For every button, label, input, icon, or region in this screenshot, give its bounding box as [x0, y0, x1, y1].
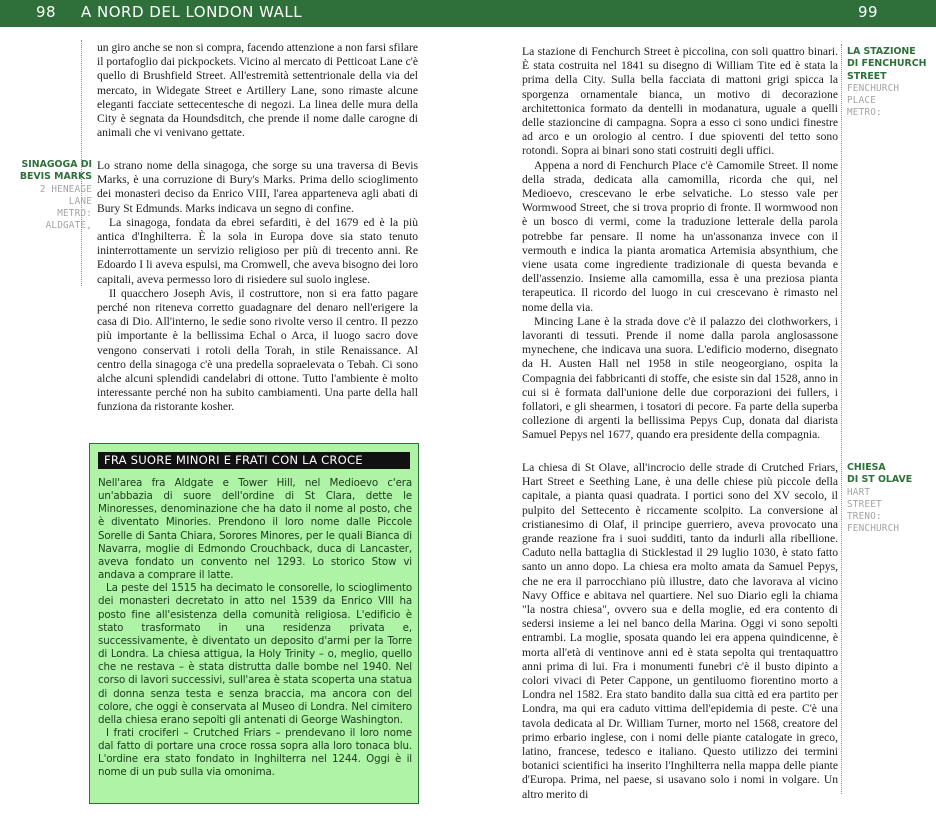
sidenote-heading: BEVIS MARKS — [19, 171, 92, 183]
sidenote-transport: TRENO: — [847, 511, 882, 523]
sidenote-transport: METRO: — [57, 208, 92, 220]
sidenote-address: PLACE — [847, 95, 876, 107]
margin-rule-right — [841, 44, 842, 794]
sidenote-address: FENCHURCH — [847, 82, 900, 94]
station-text — [522, 45, 838, 443]
chapter-title: A NORD DEL LONDON WALL — [81, 3, 303, 21]
sidenote-transport: FENCHURCH — [847, 523, 900, 535]
paragraph: Lo strano nome della sinagoga, che sorge su una traversa di Bevis Marks, è una corruzione di Bury's Marks. Prima dello scioglimento dei monasteri deciso da Enrico VIII, l'area apparteneva agli abati di Bury St Edmunds. Marks indicava un segno di confine. — [97, 159, 418, 215]
feature-box-title: FRA SUORE MINORI E FRATI CON LA CROCE — [98, 452, 410, 469]
sidenote-heading: DI FENCHURCH — [847, 58, 927, 70]
sidenote-address: LANE — [68, 195, 92, 207]
sidenote-heading: SINAGOGA DI — [21, 159, 92, 170]
sidenote-transport: ALDGATE, — [45, 220, 92, 232]
sidenote-address: HART — [847, 486, 871, 498]
paragraph: La chiesa di St Olave, all'incrocio delle strade di Crutched Friars, Hart Street e Seething Lane, è una delle chiese più piccole della capitale, a pianta quasi quadrata. I portici sono del XV secolo, il pulpito del Settecento è riccamente scolpito. La conversione al cristianesimo di Olaf, il principe guerriero, aveva provocato una grande reazione fra i suoi sudditi, tanto da indurli alla ribellione. Caduto nella battaglia di Sticklestad il 29 luglio 1030, è stato fatto santo un anno dopo. La chiesa era molto amata da Samuel Pepys, che ne era il parrocchiano più illustre, dato che lavorava al vicino Navy Office e abitava nel quartiere. Nel suo Diario egli la chiama "la nostra chiesa", ovvero sua e della moglie, ed era contento di sedersi insieme a lei nel banco della Marina. Oggi vi sono sepolti entrambi. La moglie, sposata quando lei era appena quindicenne, è morta all'età di ventinove anni ed è stata sepolta qui trentaquattro anni prima di lui. Fra i monumenti funebri c'è il busto dipinto a colori vivaci di Peter Cappone, un gentiluomo fiorentino morto a Londra nel 1582. Era stato bandito dalla sua città ed era partito per Londra, ma qui era caduto vittima dell'epidemia di peste. C'è una tavola dedicata al Dr. William Turner, morto nel 1568, creatore del primo erbario inglese, con i nomi delle piante catalogate in greco, latino, francese, tedesco e italiano. Questo utilizzo dei termini botanici scientifici ha inserito l'Inghilterra nella mappa delle piante d'Europa. Prima, nel paese, si usavano solo i nomi in volgare. Un altro merito di — [522, 461, 838, 801]
sidenote-heading: LA STAZIONE — [847, 46, 916, 57]
paragraph: Appena a nord di Fenchurch Place c'è Camomile Street. Il nome della strada, dedicata alla camomilla, ricorda che qui, nel Medioevo, crescevano le erbe selvatiche. Lo stesso vale per Wormwood Street, che si trova proprio di fronte. Il wormwood non è un bosco di vermi, come la traduzione letterale della parola potrebbe far pensare. Il nome ha un'assonanza invece con il vermouth e indica la pianta aromatica Artemisia absynthium, che viene usata come ingrediente tradizionale di questa bevanda e dell'assenzio. Insieme alla camomilla, essa è una preziosa pianta terapeutica. Il ricordo del luogo in cui crescevano è rimasto nel nome della via. — [522, 158, 838, 314]
paragraph: Nell'area fra Aldgate e Tower Hill, nel Medioevo c'era un'abbazia di suore dell'ordine di St Clara, dette le Minoresses, denominazione che ha dato il nome al posto, che è diventato Minories. Prendono il loro nome dalle Piccole Sorelle di Santa Chiara, Sorores Minores, per le quali Bianca di Navarra, moglie di Edmondo Crouchback, duca di Lancaster, aveva fondato un convento nel 1293. Lo storico Stow vi andava a comprare il latte. — [98, 477, 412, 582]
paragraph: Il quacchero Joseph Avis, il costruttore, non si era fatto pagare perché non riteneva corretto guadagnare del denaro nell'erigere la casa di Dio. All'interno, le sedie sono rivolte verso il centro. Il pezzo più importante è la bellissima Echal o Arca, il luogo sacro dove vengono conservati i rotoli della Torah, in stile Renaissance. Al centro della sinagoga c'è una predella sopraelevata o Tebah. Ci sono alche alcuni splendidi candelabri di ottone. Tutto l'ambiente è molto interessante perché non ha subito cambiamenti. Una parte della hall funziona da ristorante kosher. — [97, 286, 418, 414]
feature-box — [89, 443, 419, 804]
paragraph: La sinagoga, fondata da ebrei sefarditi, è del 1679 ed è la più antica d'Inghilterra. È la sola in Europa dove sia stato tenuto ininterrottamente un servizio religioso per più di trecento anni. Re Edoardo I li aveva espulsi, ma Cromwell, che aveva bisogno dei loro capitali, aveva permesso loro di risiedere sul suolo inglese. — [97, 215, 418, 286]
page-number-left: 98 — [36, 3, 57, 21]
paragraph: I frati crociferi – Crutched Friars – prendevano il loro nome dal fatto di portare una croce rossa sopra alla loro tonaca blu. L'ordine era stato fondato in Inghilterra nel 1244. Oggi è il nome di un pub sulla via omonima. — [98, 726, 412, 779]
sidenote-address: STREET — [847, 498, 882, 510]
sidenote-st-olave — [847, 462, 935, 536]
sidenote-synagogue — [2, 159, 92, 233]
synagogue-text — [97, 159, 418, 415]
feature-box-body — [98, 477, 412, 780]
paragraph: La stazione di Fenchurch Street è piccolina, con soli quattro binari. È stata costruita nel 1841 su disegno di William Tite ed è stata la prima della City. Sulla bella facciata di mattoni grigi spicca la sporgenza ornamentale bianca, un motivo di decorazione architettonica formato da dentelli in modanatura, uguale a quelli delle stazioncine di campagna. Sopra a esso ci sono undici finestre ad arco e un orologio al centro. I due spioventi del tetto sono rotondi. Sopra ai binari sono stati costruiti degli uffici. — [522, 45, 838, 158]
intro-paragraph: un giro anche se non si compra, facendo attenzione a non farsi sfilare il portafoglio dai pickpockets. Vicino al mercato di Petticoat Lane c'è quello di Brushfield Street. All'estremità settentrionale della via del mercato, in Widegate Street e Artillery Lane, sono rimaste alcune eleganti facciate settecentesche di negozi. La linea delle mura della City è segnata da Houndsditch, che prende il nome dalle carogne di animali che vi venivano gettate. — [97, 41, 418, 140]
sidenote-transport: METRO: — [847, 107, 882, 119]
sidenote-address: 2 HENEAGE — [39, 183, 92, 195]
paragraph: La peste del 1515 ha decimato le consorelle, lo scioglimento dei monasteri decretato in atto nel 1539 da Enrico VIII ha posto fine all'esistenza della comunità religiosa. L'edificio è stato trasformato in una residenza privata e, successivamente, è diventato un deposito d'armi per la Torre di Londra. La chiesa attigua, la Holy Trinity – o, meglio, quello che ne restava – è stata distrutta dalle bombe nel 1940. Nel corso di lavori successivi, sull'area è stata scoperta una statua di donna senza testa e senza braccia, ma ancora con del colore, che oggi è conservata al Museo di Londra. Nel cimitero della chiesa erano sepolti gli antenati di George Washington. — [98, 582, 412, 726]
sidenote-heading: DI ST OLAVE — [847, 474, 913, 486]
sidenote-station — [847, 46, 935, 120]
running-header — [0, 0, 936, 27]
page-number-right: 99 — [858, 3, 879, 21]
sidenote-heading: STREET — [847, 70, 887, 82]
paragraph: Mincing Lane è la strada dove c'è il palazzo dei clothworkers, i lavoranti di tessuti. Prende il nome dalla parola anglosassone mynechene, che indicava una suora. L'edificio moderno, disegnato da H. Austen Hall nel 1958 in stile neogeorgiano, ospita la Compagnia dei fabbricanti di stoffe, che esiste sin dal 1528, anno in cui si è formata dall'unione delle due corporazioni dei fullers, i follatori, e gli shearmen, i tosatori di pecore. Fa parte della superba collezione di argenti la bellissima Pepys Cup, donata dal diarista Samuel Pepys nel 1677, quando era presidente della compagnia. — [522, 314, 838, 442]
st-olave-text — [522, 461, 838, 802]
sidenote-heading: CHIESA — [847, 462, 886, 473]
intro-text — [97, 41, 418, 140]
